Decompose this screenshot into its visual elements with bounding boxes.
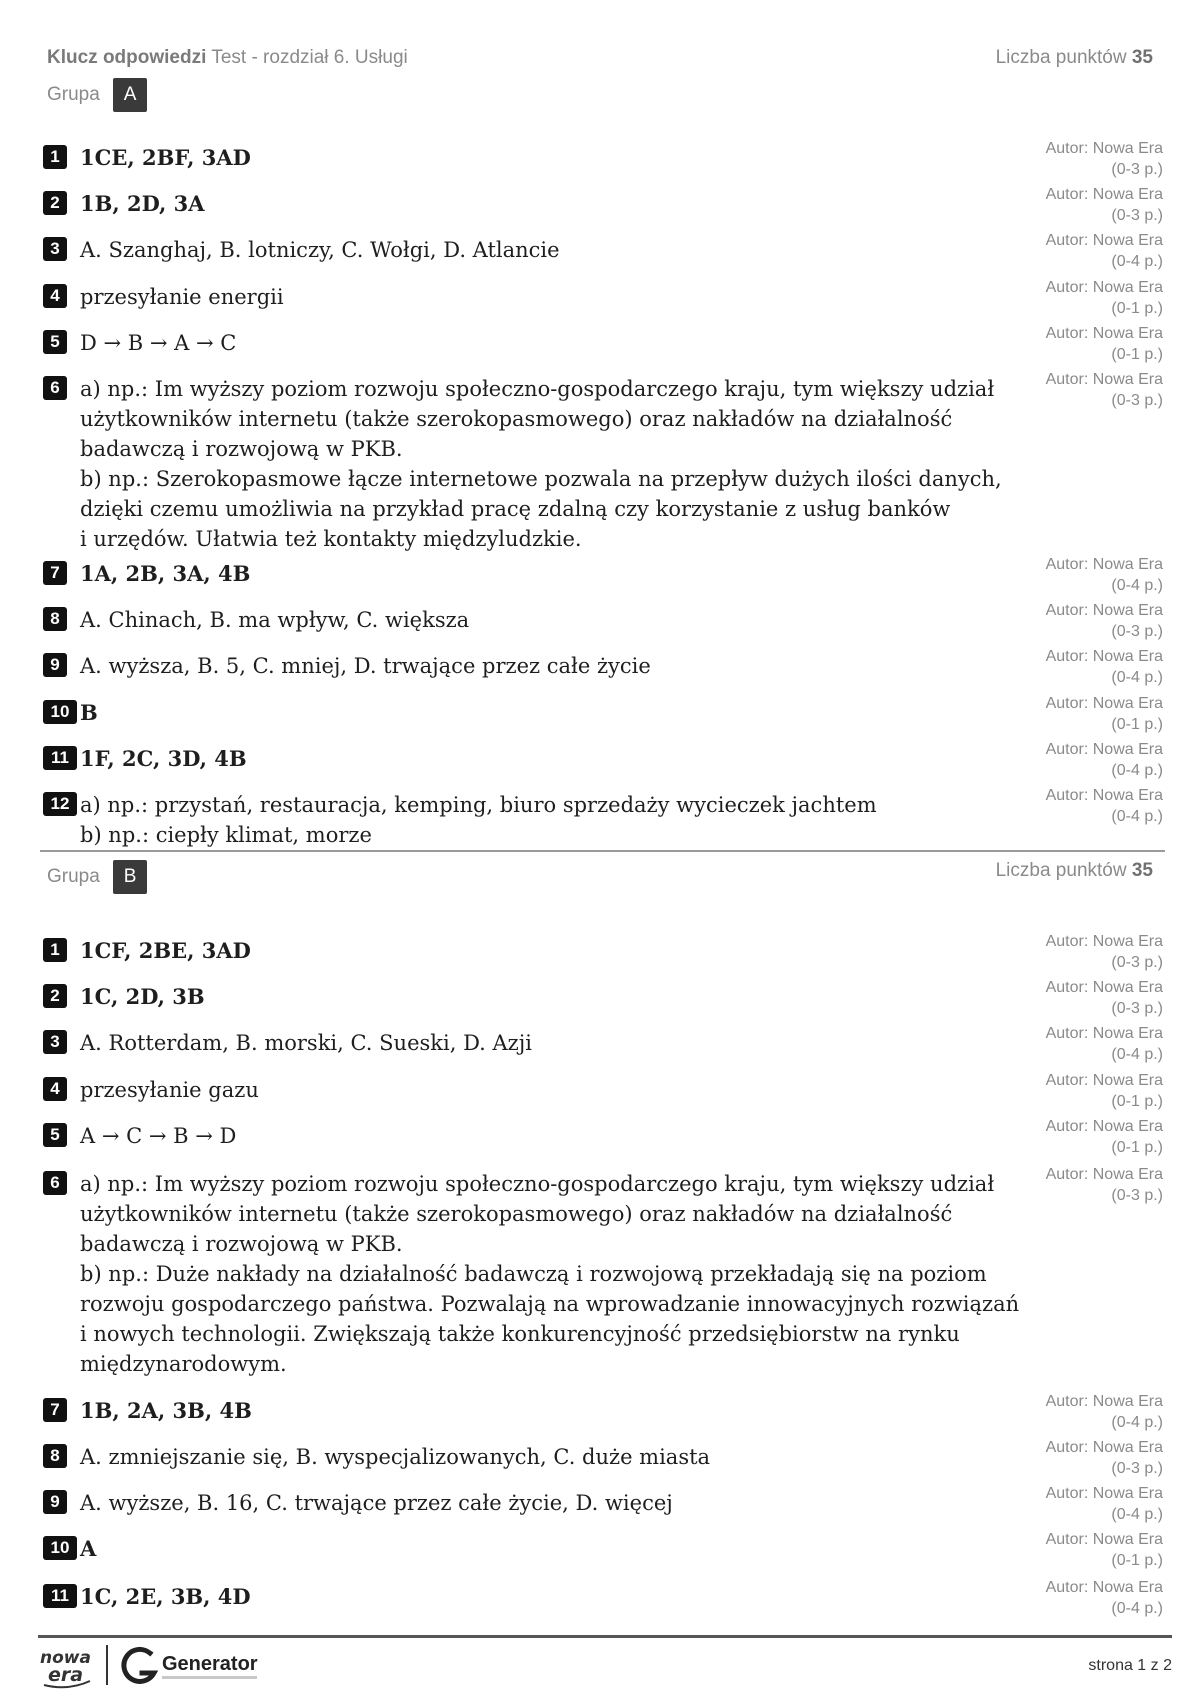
points-range: (0-3 p.) (1111, 161, 1163, 178)
question-meta (1046, 184, 1163, 226)
answer-line: przesyłanie energii (80, 285, 284, 309)
answer-line: A. Rotterdam, B. morski, C. Sueski, D. Azji (80, 1031, 532, 1055)
points-range: (0-4 p.) (1111, 1046, 1163, 1063)
points-range: (0-4 p.) (1111, 1600, 1163, 1617)
points-range: (0-3 p.) (1111, 1460, 1163, 1477)
question-meta (1046, 739, 1163, 781)
author-label: Autor: Nowa Era (1045, 556, 1163, 573)
generator-logo (120, 1645, 270, 1689)
author-label: Autor: Nowa Era (1045, 1485, 1163, 1502)
question-number-badge: 6 (43, 376, 67, 400)
points-range: (0-3 p.) (1111, 1187, 1163, 1204)
answer-text (80, 936, 1020, 966)
answer-text (80, 143, 1020, 173)
question-number-badge: 12 (43, 792, 77, 816)
question-meta (1046, 931, 1163, 973)
question-number-badge: 1 (43, 145, 67, 169)
answer-line: użytkowników internetu (także szerokopasmowego) oraz nakładów na działalność (80, 407, 953, 431)
answer-line: i nowych technologii. Zwiększają także konkurencyjność przedsiębiorstw na rynku (80, 1322, 960, 1346)
answer-line: a) np.: Im wyższy poziom rozwoju społeczno-gospodarczego kraju, tym większy udział (80, 1172, 995, 1196)
answer-line: A. Chinach, B. ma wpływ, C. większa (80, 608, 470, 632)
question-meta (1046, 1164, 1163, 1206)
author-label: Autor: Nowa Era (1045, 140, 1163, 157)
question-number-badge: 9 (43, 653, 67, 677)
answer-text (80, 605, 1020, 635)
question-meta (1046, 1070, 1163, 1112)
points-value: 35 (1131, 47, 1153, 68)
author-label: Autor: Nowa Era (1045, 1166, 1163, 1183)
answer-line: A. wyższa, B. 5, C. mniej, D. trwające przez całe życie (80, 654, 651, 678)
answer-line: D → B → A → C (80, 331, 237, 355)
group-b-heading (47, 860, 147, 894)
answer-text (80, 235, 1020, 265)
answer-line: B (80, 700, 98, 725)
answer-line: 1C, 2D, 3B (80, 984, 205, 1009)
question-meta (1046, 554, 1163, 596)
points-range: (0-1 p.) (1111, 300, 1163, 317)
answer-text (80, 790, 1020, 850)
points-range: (0-1 p.) (1111, 346, 1163, 363)
author-label: Autor: Nowa Era (1045, 602, 1163, 619)
author-label: Autor: Nowa Era (1045, 186, 1163, 203)
author-label: Autor: Nowa Era (1045, 232, 1163, 249)
answer-line: przesyłanie gazu (80, 1078, 259, 1102)
question-meta (1046, 693, 1163, 735)
logo-nowa-text: nowa (40, 1648, 91, 1668)
author-label: Autor: Nowa Era (1045, 1118, 1163, 1135)
question-number-badge: 10 (43, 1536, 77, 1560)
title-rest: Test - rozdział 6. Usługi (211, 47, 408, 68)
answer-line: 1CF, 2BE, 3AD (80, 938, 251, 963)
author-label: Autor: Nowa Era (1045, 279, 1163, 296)
question-meta (1046, 1483, 1163, 1525)
author-label: Autor: Nowa Era (1045, 695, 1163, 712)
answer-line: międzynarodowym. (80, 1352, 287, 1376)
answer-line: badawczą i rozwojową w PKB. (80, 1232, 403, 1256)
answer-text (80, 1488, 1020, 1518)
answer-line: a) np.: przystań, restauracja, kemping, biuro sprzedaży wycieczek jachtem (80, 793, 877, 817)
answer-line: 1C, 2E, 3B, 4D (80, 1584, 251, 1609)
answer-text (80, 1396, 1020, 1426)
points-range: (0-1 p.) (1111, 1093, 1163, 1110)
answer-line: 1CE, 2BF, 3AD (80, 145, 251, 170)
author-label: Autor: Nowa Era (1045, 371, 1163, 388)
author-label: Autor: Nowa Era (1045, 787, 1163, 804)
answer-text (80, 1028, 1020, 1058)
answer-line: użytkowników internetu (także szerokopasmowego) oraz nakładów na działalność (80, 1202, 953, 1226)
answer-line: rozwoju gospodarczego państwa. Pozwalają na wprowadzanie innowacyjnych rozwiązań (80, 1292, 1020, 1316)
points-range: (0-4 p.) (1111, 577, 1163, 594)
answer-line: A. Szanghaj, B. lotniczy, C. Wołgi, D. Atlancie (80, 238, 560, 262)
document-title (47, 47, 408, 69)
answer-text (80, 189, 1020, 219)
question-number-badge: 3 (43, 237, 67, 261)
answer-line: dzięki czemu umożliwia na przykład pracę zdalną czy korzystanie z usług banków (80, 497, 951, 521)
answer-line: b) np.: Szerokopasmowe łącze internetowe pozwala na przepływ dużych ilości danych, (80, 467, 1002, 491)
points-range: (0-4 p.) (1111, 253, 1163, 270)
answer-text (80, 744, 1020, 774)
question-meta (1046, 230, 1163, 272)
points-value: 35 (1131, 860, 1153, 881)
points-range: (0-1 p.) (1111, 1552, 1163, 1569)
author-label: Autor: Nowa Era (1045, 741, 1163, 758)
question-number-badge: 8 (43, 1444, 67, 1468)
question-number-badge: 8 (43, 607, 67, 631)
answer-text (80, 559, 1020, 589)
question-number-badge: 3 (43, 1030, 67, 1054)
question-meta (1046, 1116, 1163, 1158)
question-number-badge: 11 (43, 746, 77, 770)
points-range: (0-4 p.) (1111, 808, 1163, 825)
question-number-badge: 4 (43, 1077, 67, 1101)
answer-line: 1A, 2B, 3A, 4B (80, 561, 251, 586)
group-badge: A (113, 78, 147, 112)
points-range: (0-3 p.) (1111, 954, 1163, 971)
answer-line: i urzędów. Ułatwia też kontakty międzyludzkie. (80, 527, 582, 551)
group-label: Grupa (47, 866, 100, 888)
answer-text (80, 328, 1020, 358)
question-number-badge: 10 (43, 700, 77, 724)
points-range: (0-3 p.) (1111, 623, 1163, 640)
answer-line: 1F, 2C, 3D, 4B (80, 746, 247, 771)
title-bold: Klucz odpowiedzi (47, 47, 207, 68)
author-label: Autor: Nowa Era (1045, 1072, 1163, 1089)
answer-text (80, 1075, 1020, 1105)
question-number-badge: 2 (43, 191, 67, 215)
author-label: Autor: Nowa Era (1045, 1393, 1163, 1410)
question-meta (1046, 138, 1163, 180)
answer-text (80, 698, 1020, 728)
question-number-badge: 5 (43, 1123, 67, 1147)
question-meta (1046, 646, 1163, 688)
answer-text (80, 1534, 1020, 1564)
points-range: (0-1 p.) (1111, 716, 1163, 733)
answer-text (80, 982, 1020, 1012)
answer-line: A → C → B → D (80, 1124, 237, 1148)
question-meta (1046, 785, 1163, 827)
group-label: Grupa (47, 84, 100, 106)
question-number-badge: 2 (43, 984, 67, 1008)
question-number-badge: 9 (43, 1490, 67, 1514)
author-label: Autor: Nowa Era (1045, 325, 1163, 342)
question-number-badge: 7 (43, 561, 67, 585)
answer-text (80, 1169, 1020, 1379)
points-label: Liczba punktów (995, 860, 1127, 881)
author-label: Autor: Nowa Era (1045, 1579, 1163, 1596)
question-meta (1046, 1391, 1163, 1433)
author-label: Autor: Nowa Era (1045, 1025, 1163, 1042)
question-number-badge: 11 (43, 1584, 77, 1608)
points-range: (0-4 p.) (1111, 762, 1163, 779)
question-meta (1046, 1023, 1163, 1065)
answer-text (80, 282, 1020, 312)
question-meta (1046, 1437, 1163, 1479)
question-meta (1046, 977, 1163, 1019)
question-meta (1046, 600, 1163, 642)
author-label: Autor: Nowa Era (1045, 648, 1163, 665)
answer-text (80, 651, 1020, 681)
points-range: (0-3 p.) (1111, 392, 1163, 409)
points-range: (0-1 p.) (1111, 1139, 1163, 1156)
points-label: Liczba punktów (995, 47, 1127, 68)
author-label: Autor: Nowa Era (1045, 933, 1163, 950)
page-number: strona 1 z 2 (1088, 1657, 1172, 1674)
points-range: (0-4 p.) (1111, 1506, 1163, 1523)
points-range: (0-3 p.) (1111, 207, 1163, 224)
question-number-badge: 7 (43, 1398, 67, 1422)
question-number-badge: 4 (43, 284, 67, 308)
answer-line: badawczą i rozwojową w PKB. (80, 437, 403, 461)
question-meta (1046, 1529, 1163, 1571)
logo-separator (106, 1645, 108, 1685)
answer-line: A (80, 1536, 97, 1561)
answer-text (80, 1582, 1020, 1612)
group-a-heading (47, 78, 147, 112)
question-meta (1046, 1577, 1163, 1619)
answer-line: 1B, 2D, 3A (80, 191, 205, 216)
answer-line: b) np.: ciepły klimat, morze (80, 823, 372, 847)
answer-line: 1B, 2A, 3B, 4B (80, 1398, 252, 1423)
answer-line: a) np.: Im wyższy poziom rozwoju społeczno-gospodarczego kraju, tym większy udział (80, 377, 995, 401)
question-meta (1046, 369, 1163, 411)
question-number-badge: 6 (43, 1171, 67, 1195)
question-meta (1046, 277, 1163, 319)
footer-divider (38, 1635, 1172, 1638)
answer-line: A. zmniejszanie się, B. wyspecjalizowanych, C. duże miasta (80, 1445, 711, 1469)
author-label: Autor: Nowa Era (1045, 979, 1163, 996)
answer-line: A. wyższe, B. 16, C. trwające przez całe życie, D. więcej (80, 1491, 673, 1515)
answer-text (80, 374, 1020, 554)
group-divider (40, 850, 1165, 852)
question-number-badge: 5 (43, 330, 67, 354)
group-b-points (996, 860, 1153, 882)
points-range: (0-3 p.) (1111, 1000, 1163, 1017)
answer-text (80, 1442, 1020, 1472)
points-range: (0-4 p.) (1111, 1414, 1163, 1431)
answer-text (80, 1121, 1020, 1151)
author-label: Autor: Nowa Era (1045, 1531, 1163, 1548)
group-badge: B (113, 860, 147, 894)
total-points (996, 47, 1153, 69)
nowa-era-logo (38, 1645, 98, 1689)
logo-generator-text: Generator (162, 1653, 258, 1675)
logo-era-text: era (48, 1664, 84, 1686)
author-label: Autor: Nowa Era (1045, 1439, 1163, 1456)
answer-line: b) np.: Duże nakłady na działalność badawczą i rozwojową przekładają się na poziom (80, 1262, 987, 1286)
question-meta (1046, 323, 1163, 365)
question-number-badge: 1 (43, 938, 67, 962)
points-range: (0-4 p.) (1111, 669, 1163, 686)
